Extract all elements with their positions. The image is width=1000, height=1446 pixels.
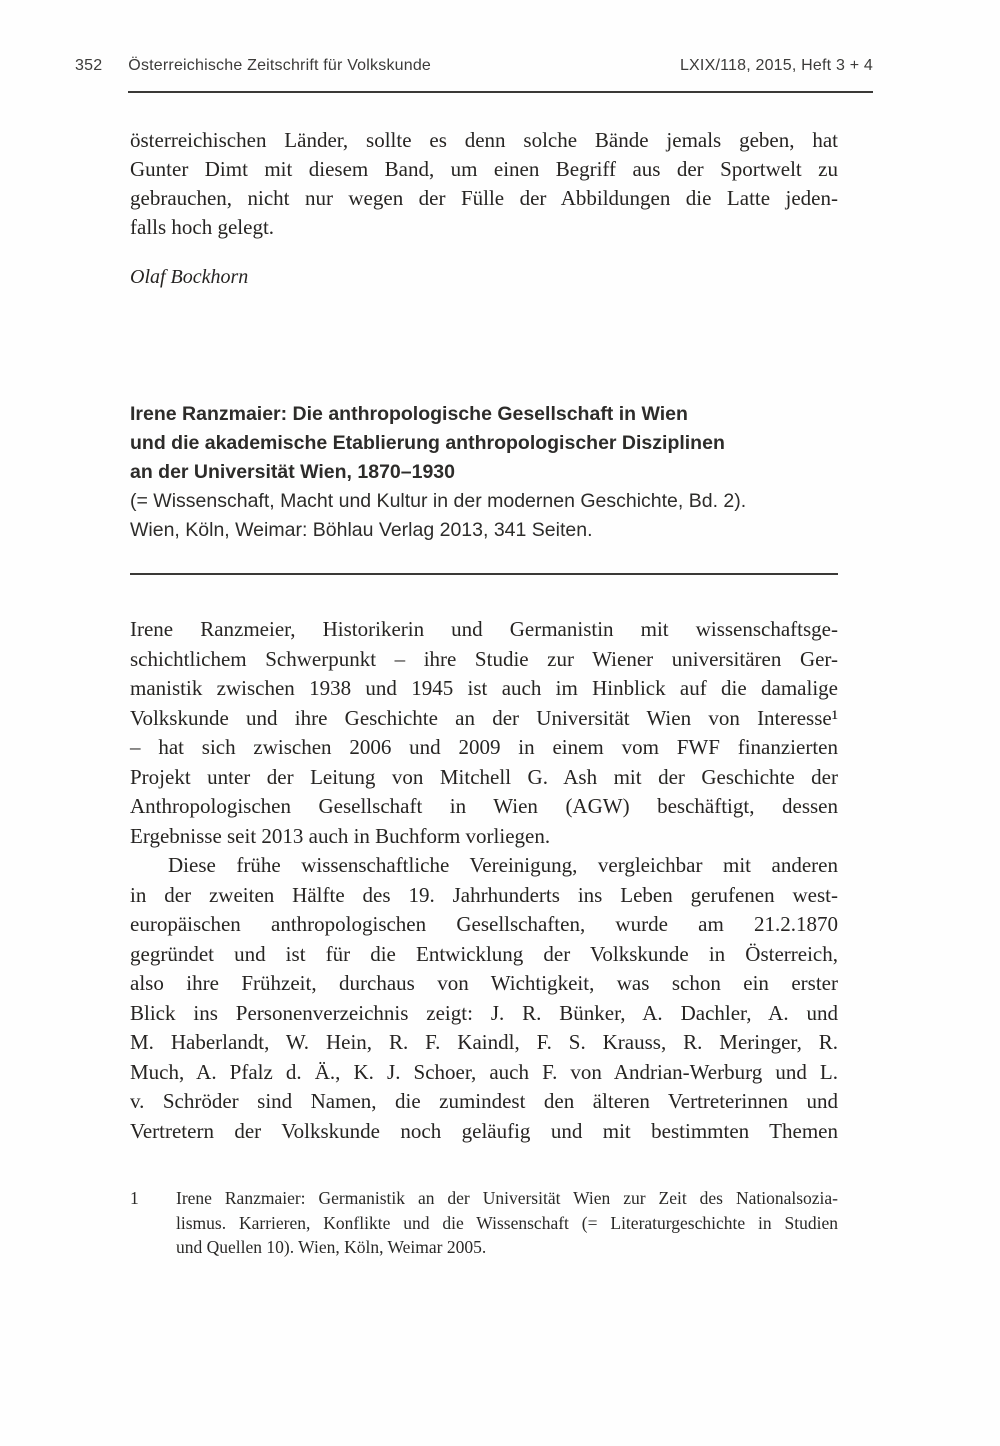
section-divider-rule (130, 573, 838, 575)
issue-info: LXIX/118, 2015, Heft 3 + 4 (679, 57, 873, 74)
text-line: europäischen anthropologischen Gesellschaften, wurde am 21.2.1870 (130, 912, 838, 936)
text-line: schichtlichem Schwerpunkt – ihre Studie zur Wiener universitären Ger- (130, 646, 838, 671)
text-line: Diese frühe wissenschaftliche Vereinigung, vergleichbar mit anderen (168, 853, 838, 877)
review-bibliographic-heading (130, 400, 838, 545)
review-body-text (130, 615, 838, 1146)
header-left (75, 57, 431, 75)
text-line: und die akademische Etablierung anthropologischer Disziplinen (130, 432, 725, 454)
text-line: lismus. Karrieren, Konflikte und die Wissenschaft (= Literaturgeschichte in Studien (176, 1212, 838, 1233)
text-line: M. Haberlandt, W. Hein, R. F. Kaindl, F. S. Krauss, R. Meringer, R. (130, 1030, 838, 1054)
journal-title: Österreichische Zeitschrift für Volkskunde (128, 57, 432, 74)
text-line: Anthropologischen Gesellschaft in Wien (AGW) beschäftigt, dessen (130, 794, 838, 818)
page-header (75, 57, 873, 75)
page-number: 352 (75, 57, 103, 74)
text-line: Wien, Köln, Weimar: Böhlau Verlag 2013, 341 Seiten. (130, 519, 593, 541)
review-publication-details (130, 487, 838, 545)
text-line: Volkskunde und ihre Geschichte an der Universität Wien von Interesse¹ (130, 705, 838, 730)
text-line: Vertretern der Volkskunde noch geläufig und mit bestimmten Themen (130, 1118, 838, 1143)
text-line: also ihre Frühzeit, durchaus von Wichtigkeit, was schon ein erster (130, 971, 838, 995)
footnote-text (176, 1186, 838, 1260)
text-line: gebrauchen, nicht nur wegen der Fülle der Abbildungen die Latte jeden- (130, 186, 838, 210)
text-line: Irene Ranzmaier: Die anthropologische Gesellschaft in Wien (130, 403, 688, 425)
footnote-marker: 1 (130, 1188, 139, 1208)
text-line: in der zweiten Hälfte des 19. Jahrhunderts ins Leben gerufenen west- (130, 882, 838, 907)
reviewer-name: Olaf Bockhorn (130, 266, 249, 288)
closing-paragraph (130, 126, 838, 242)
text-line: (= Wissenschaft, Macht und Kultur in der modernen Geschichte, Bd. 2). (130, 490, 747, 512)
text-line: österreichischen Länder, sollte es denn solche Bände jemals geben, hat (130, 128, 838, 152)
text-line: gegründet und ist für die Entwicklung der Volkskunde in Österreich, (130, 941, 838, 966)
previous-review-ending (130, 126, 838, 289)
text-line: Gunter Dimt mit diesem Band, um einen Begriff aus der Sportwelt zu (130, 157, 838, 181)
text-line: Ergebnisse seit 2013 auch in Buchform vorliegen. (130, 823, 551, 848)
footnote (130, 1186, 838, 1260)
text-line: und Quellen 10). Wien, Köln, Weimar 2005. (176, 1237, 487, 1257)
review-title (130, 400, 838, 487)
text-line: manistik zwischen 1938 und 1945 ist auch im Hinblick auf die damalige (130, 676, 838, 700)
text-line: falls hoch gelegt. (130, 215, 275, 239)
text-line: an der Universität Wien, 1870–1930 (130, 461, 455, 483)
text-line: Projekt unter der Leitung von Mitchell G. Ash mit der Geschichte der (130, 764, 838, 789)
text-line: – hat sich zwischen 2006 und 2009 in einem vom FWF finanzierten (130, 735, 838, 759)
text-line: Much, A. Pfalz d. Ä., K. J. Schoer, auch F. von Andrian-Werburg und L. (130, 1059, 838, 1084)
review-paragraph-2 (130, 851, 838, 1146)
text-line: Irene Ranzmeier, Historikerin und Germanistin mit wissenschaftsge- (130, 617, 838, 641)
text-line: Blick ins Personenverzeichnis zeigt: J. R. Bünker, A. Dachler, A. und (130, 1000, 838, 1025)
text-line: v. Schröder sind Namen, die zumindest den älteren Vertreterinnen und (130, 1089, 838, 1113)
review-paragraph-1 (130, 615, 838, 851)
text-line: Irene Ranzmaier: Germanistik an der Universität Wien zur Zeit des Nationalsozia- (176, 1188, 838, 1208)
header-rule (128, 91, 873, 93)
